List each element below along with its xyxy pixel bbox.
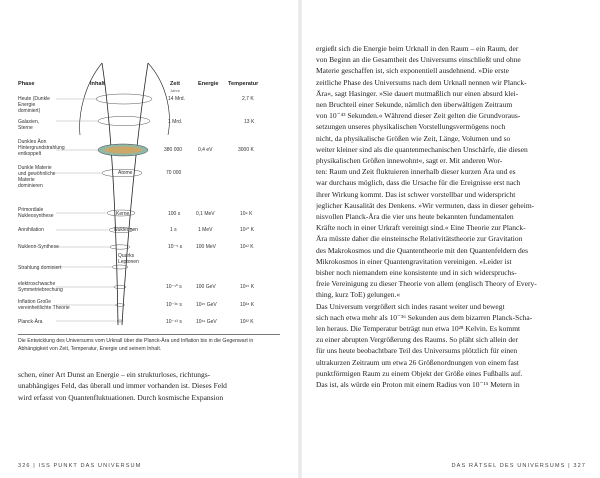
text-line: Das ist, als würde ein Proton mit einem Radius von 10⁻¹⁵ Metern in: [316, 380, 520, 390]
temp-value: 10¹⁵ K: [240, 284, 255, 290]
energie-value: 0,1 MeV: [196, 211, 215, 217]
text-line: ergießt sich die Energie beim Urknall in den Raum – ein Raum, der: [316, 44, 519, 53]
phase-label: Inflation Große vereinheitlichte Theorie: [18, 299, 70, 311]
footer-left: 326 | ISS PUNKT DAS UNIVERSUM: [18, 463, 142, 469]
zeit-value: 380 000: [164, 147, 183, 153]
zeit-value: 10⁻⁵ s: [168, 244, 183, 250]
phase-label: Annihilation: [18, 227, 44, 233]
phase-label: Strahlung dominiert: [18, 265, 62, 271]
text-line: zeitliche Phase des Universums nach dem Urknall nennen wir Planck-: [316, 77, 527, 87]
energie-value: 100 GeV: [196, 284, 216, 290]
zeit-value: 70 000: [166, 170, 182, 176]
universe-timeline-figure: [18, 55, 284, 332]
body-text-left: [18, 369, 280, 403]
temp-value: 10⁹ K: [240, 211, 253, 217]
temp-value: 3000 K: [238, 147, 254, 153]
inhalt-value: Quarks Leptonen: [118, 253, 139, 265]
phase-label: Planck-Ära: [18, 319, 43, 325]
header-inhalt: Inhalt: [90, 81, 105, 87]
phase-label: Heute (Dunkle Energie dominiert): [18, 96, 50, 114]
text-line: freie Vereinigung zu dieser Theorie von allem (englisch Theory of Every-: [316, 279, 537, 289]
text-line: ihrer Wirkung kommt. Das ist schwer vorstellbar und widerspricht: [316, 189, 516, 199]
text-line: nicht, da physikalische Größen wie Zeit, Länge, Volumen und so: [316, 133, 511, 143]
text-line: nisvollen Planck-Ära die vier uns heute bekannten fundamentalen: [316, 212, 514, 222]
text-line: Das Universum vergrößert sich indes rasant weiter und bewegt: [316, 301, 505, 311]
zeit-value: 1 Mrd.: [168, 119, 183, 125]
zeit-value: 1 s: [170, 227, 177, 233]
text-line: punktförmigen Raum zu einem Objekt der Größe eines Fußballs auf.: [316, 368, 523, 378]
text-line: weiter kleiner sind als die quantenmechanischen Unschärfe, die diesen: [316, 144, 528, 154]
inhalt-value: Nukleonen: [114, 227, 138, 233]
text-line: ultrakurzen Zeitraum um etwa 26 Größenordnungen von einem fast: [316, 357, 519, 367]
zeit-value: 10⁻⁴³ s: [166, 319, 182, 325]
phase-label: Dunkles Äon Hintergrundstrahlung entkoppelt: [18, 139, 65, 157]
body-text-right: [316, 43, 586, 390]
text-line: wird erfasst von Quantenfluktuationen. Durch kosmische Expansion: [18, 392, 224, 402]
temp-value: 10¹² K: [240, 244, 254, 250]
right-page: [300, 0, 600, 478]
figure-caption: Die Entwicklung des Universums vom Urknall über die Planck-Ära und Inflation bis in die Gegenwart in Abhängigkeit von Zeit, Temperatur, Energie und seinem Inhalt.: [18, 338, 254, 352]
inhalt-value: Kerne: [116, 211, 130, 217]
text-line: jeglicher Kausalität des Denkens. »Wir vermuten, dass in dieser geheim-: [316, 200, 535, 210]
header-temperatur: Temperatur: [228, 81, 259, 87]
text-line: zu einer abrupten Vergrößerung des Raums. So pläht sich allein der: [316, 335, 518, 345]
header-zeit: Zeit: [170, 81, 180, 87]
text-line: Ära müsste daher die einsteinsche Relativitätstheorie zur Gravitation: [316, 234, 523, 244]
text-line: thing, kurz ToE) gelungen.«: [316, 290, 401, 300]
phase-label: Primordiale Nukleosynthese: [18, 207, 54, 219]
phase-label: Nukleon-Synthese: [18, 244, 59, 250]
inhalt-value: Atome: [118, 170, 133, 176]
text-line: Ära«, sagt Hasinger. »Sie dauert mutmaßlich nur einen absurd klei-: [316, 88, 519, 98]
text-line: schen, einer Art Dunst an Energie – ein strukturloses, richtungs-: [18, 370, 211, 379]
phase-label: Galaxien, Sterne: [18, 119, 40, 131]
zeit-value: 100 s: [168, 211, 181, 217]
temp-value: 2,7 K: [242, 96, 254, 102]
text-line: Kräfte noch in einer Urkraft vereinigt sind.« Eine Theorie zur Planck-: [316, 223, 526, 233]
phase-label: elektroschwache Symmetriebrechung: [18, 281, 63, 293]
header-energie: Energie: [198, 81, 219, 87]
text-line: Materie geschaffen ist, sich exponentiell ausdehnend. »Die erste: [316, 66, 509, 76]
phase-label: Dunkle Materie und gewöhnliche Materie dominieren: [18, 165, 56, 189]
text-line: Mikrokosmos in einer Quantengravitation vereinigen. »Leider ist: [316, 256, 512, 266]
text-line: bisher noch niemandem eine konsistente und in sich widerspruchs-: [316, 268, 517, 278]
text-line: von 10⁻⁴³ Sekunden.« Während dieser Zeit gelten die Grundvoraus-: [316, 111, 521, 121]
energie-value: 10¹⁵ GeV: [196, 302, 217, 308]
energie-value: 10¹⁹ GeV: [196, 319, 217, 325]
energie-value: 0,4 eV: [198, 147, 213, 153]
temp-value: 13 K: [244, 119, 255, 125]
text-line: für uns heute beobachtbare Teil des Universums plötzlich für einen: [316, 346, 518, 356]
footer-right: DAS RÄTSEL DES UNIVERSUMS | 327: [451, 463, 586, 469]
zeit-value: 10⁻³⁶ s: [166, 302, 182, 308]
text-line: setzungen unseres physikalischen Vorstellungsvermögens noch: [316, 122, 506, 132]
header-phase: Phase: [18, 81, 35, 87]
text-line: len heraus. Die Temperatur beträgt nun etwa 10²⁸ Kelvin. Es kommt: [316, 324, 521, 334]
text-line: nen Bruchteil einer Sekunde, nämlich den überwältigen Zeitraum: [316, 100, 513, 110]
text-line: physikalischen Größen innewohnt«, sagt er. Mit anderen Wor-: [316, 156, 503, 166]
temp-value: 10¹⁰ K: [240, 227, 254, 233]
text-line: war durchaus möglich, dass die Ursache für die Ereignisse erst nach: [316, 178, 521, 188]
zeit-value: 10⁻¹⁰ s: [166, 284, 182, 290]
energie-value: 1 MeV: [198, 227, 213, 233]
text-line: von Beginn an die Gesamtheit des Universums einschließt und ohne: [316, 55, 521, 65]
temp-value: 10³² K: [240, 319, 254, 325]
header-zeit-unit: Jahre: [170, 88, 181, 93]
temp-value: 10²⁸ K: [240, 302, 255, 308]
caption-divider: [18, 334, 280, 335]
text-line: unabhängiges Feld, das überall und immer vorhanden ist. Dieses Feld: [18, 381, 227, 391]
text-line: sich nach etwa mehr als 10⁻³⁶ Sekunden aus dem bizarren Planck-Scha-: [316, 312, 533, 322]
text-line: ten: Raum und Zeit fluktuieren innerhalb dieser kurzen Ära und es: [316, 167, 516, 177]
zeit-value: 14 Mrd.: [168, 96, 185, 102]
energie-value: 100 MeV: [196, 244, 217, 250]
text-line: des Makrokosmos und die Quantentheorie mit den Quantenfeldern des: [316, 245, 529, 255]
